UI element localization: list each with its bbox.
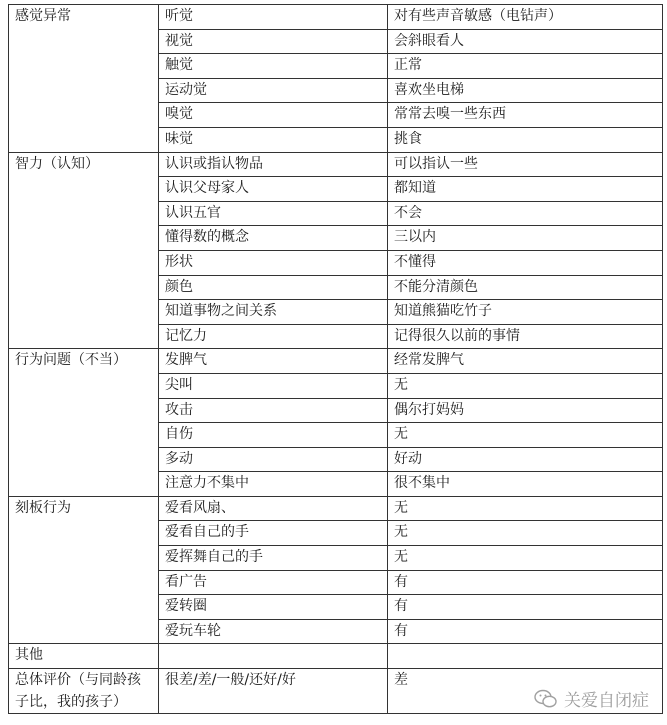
assessment-table	[8, 4, 663, 714]
item-cell: 爱挥舞自己的手	[159, 546, 388, 571]
item-cell	[159, 644, 388, 669]
item-cell: 发脾气	[159, 349, 388, 374]
table-row	[9, 496, 663, 521]
value-cell: 很不集中	[388, 472, 663, 497]
item-cell: 很差/差/一般/还好/好	[159, 669, 388, 714]
value-cell: 不懂得	[388, 250, 663, 275]
watermark	[530, 684, 653, 713]
value-cell: 差	[388, 669, 663, 714]
value-cell: 挑食	[388, 127, 663, 152]
item-cell: 尖叫	[159, 373, 388, 398]
value-cell: 会斜眼看人	[388, 29, 663, 54]
other-row	[9, 644, 663, 669]
value-cell: 有	[388, 570, 663, 595]
value-cell: 喜欢坐电梯	[388, 78, 663, 103]
item-cell: 认识或指认物品	[159, 152, 388, 177]
item-cell: 味觉	[159, 127, 388, 152]
item-cell: 认识五官	[159, 201, 388, 226]
item-cell: 注意力不集中	[159, 472, 388, 497]
value-cell	[388, 644, 663, 669]
value-cell: 可以指认一些	[388, 152, 663, 177]
item-cell: 爱玩车轮	[159, 619, 388, 644]
item-cell: 触觉	[159, 54, 388, 79]
value-cell: 偶尔打妈妈	[388, 398, 663, 423]
wechat-icon	[534, 689, 558, 709]
item-cell: 颜色	[159, 275, 388, 300]
value-cell: 正常	[388, 54, 663, 79]
item-cell: 嗅觉	[159, 103, 388, 128]
item-cell: 自伤	[159, 423, 388, 448]
value-cell: 有	[388, 595, 663, 620]
item-cell: 攻击	[159, 398, 388, 423]
value-cell: 不能分清颜色	[388, 275, 663, 300]
category-cell: 其他	[9, 644, 159, 669]
table-row	[9, 152, 663, 177]
value-cell: 无	[388, 373, 663, 398]
watermark-text: 关爱自闭症	[564, 691, 649, 711]
category-cell: 总体评价（与同龄孩子比，我的孩子）	[9, 669, 159, 714]
item-cell: 爱转圈	[159, 595, 388, 620]
value-cell: 对有些声音敏感（电钻声）	[388, 5, 663, 30]
item-cell: 认识父母家人	[159, 177, 388, 202]
item-cell: 看广告	[159, 570, 388, 595]
category-cell: 感觉异常	[9, 5, 159, 153]
item-cell: 形状	[159, 250, 388, 275]
value-cell: 经常发脾气	[388, 349, 663, 374]
value-cell: 都知道	[388, 177, 663, 202]
value-cell: 常常去嗅一些东西	[388, 103, 663, 128]
table-row	[9, 5, 663, 30]
category-cell: 行为问题（不当）	[9, 349, 159, 497]
item-cell: 爱看风扇、	[159, 496, 388, 521]
item-cell: 知道事物之间关系	[159, 300, 388, 325]
value-cell: 无	[388, 546, 663, 571]
value-cell: 知道熊猫吃竹子	[388, 300, 663, 325]
value-cell: 无	[388, 423, 663, 448]
value-cell: 有	[388, 619, 663, 644]
item-cell: 多动	[159, 447, 388, 472]
item-cell: 懂得数的概念	[159, 226, 388, 251]
item-cell: 运动觉	[159, 78, 388, 103]
table-row	[9, 349, 663, 374]
value-cell: 三以内	[388, 226, 663, 251]
value-cell: 无	[388, 496, 663, 521]
item-cell: 爱看自己的手	[159, 521, 388, 546]
value-cell: 不会	[388, 201, 663, 226]
value-cell: 无	[388, 521, 663, 546]
item-cell: 听觉	[159, 5, 388, 30]
category-cell: 智力（认知）	[9, 152, 159, 349]
item-cell: 视觉	[159, 29, 388, 54]
assessment-table-body	[9, 5, 663, 714]
value-cell: 记得很久以前的事情	[388, 324, 663, 349]
item-cell: 记忆力	[159, 324, 388, 349]
category-cell: 刻板行为	[9, 496, 159, 644]
value-cell: 好动	[388, 447, 663, 472]
